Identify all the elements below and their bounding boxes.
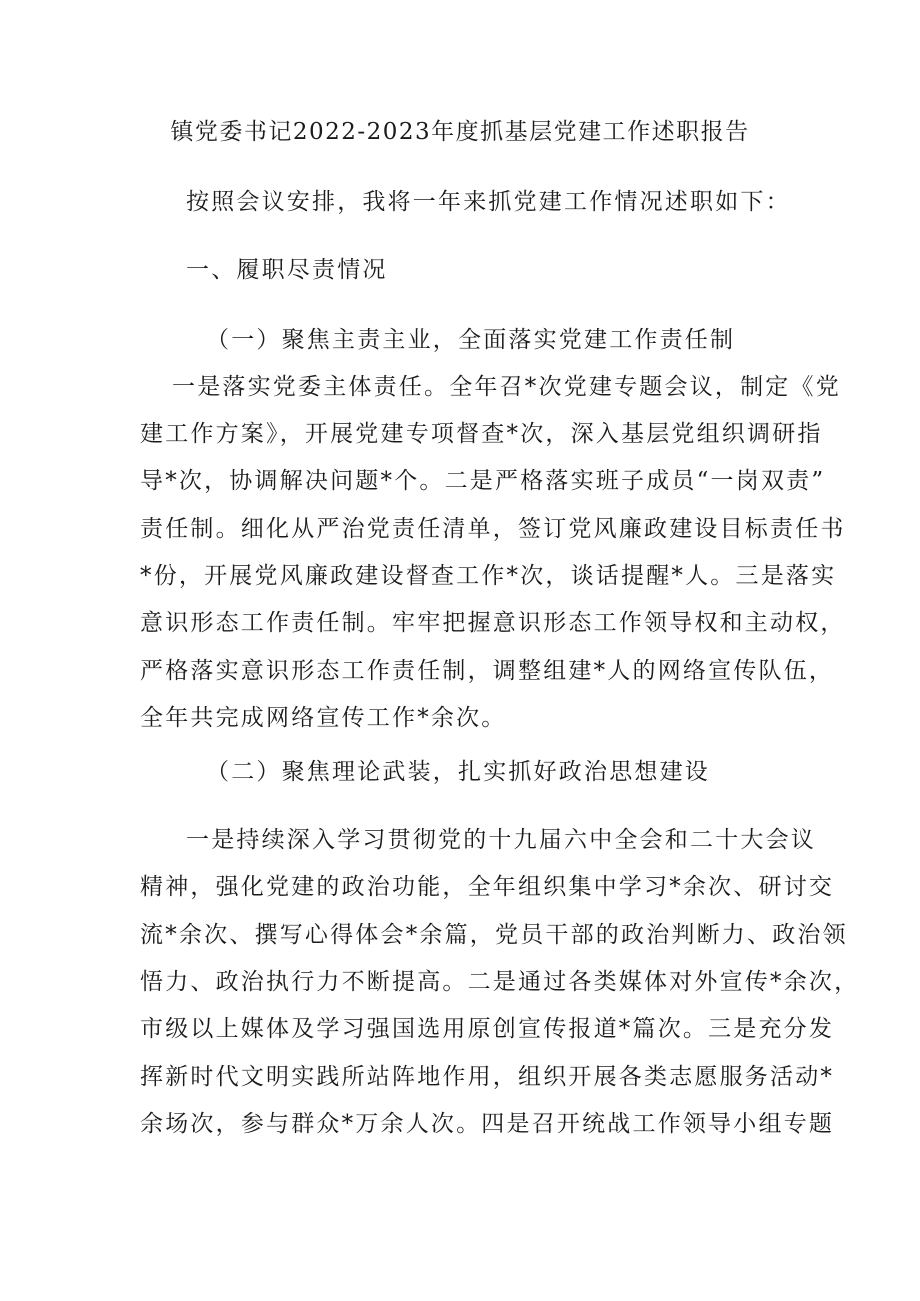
paragraph-line: 精神，强化党建的政治功能，全年组织集中学习*余次、研讨交 xyxy=(140,874,835,900)
paragraph-line: 意识形态工作责任制。牢牢把握意识形态工作领导权和主动权， xyxy=(140,610,846,636)
document-title: 镇党委书记2022-2023年度抓基层党建工作述职报告 xyxy=(170,119,750,145)
paragraph-line: 一是落实党委主体责任。全年召*次党建专题会议，制定《党 xyxy=(172,374,841,400)
paragraph-line: 流*余次、撰写心得体会*余篇，党员干部的政治判断力、政治领 xyxy=(140,922,848,948)
subsection-heading: （二）聚焦理论武装，扎实抓好政治思想建设 xyxy=(206,759,710,785)
paragraph-line: 悟力、政治执行力不断提高。二是通过各类媒体对外宣传*余次， xyxy=(140,969,860,995)
paragraph-line: 一是持续深入学习贯彻党的十九届六中全会和二十大会议 xyxy=(186,827,816,853)
paragraph-line: 严格落实意识形态工作责任制，调整组建*人的网络宣传队伍， xyxy=(140,658,835,684)
section-heading: 一、履职尽责情况 xyxy=(186,257,388,283)
paragraph-line: 全年共完成网络宣传工作*余次。 xyxy=(140,705,507,731)
paragraph-line: 市级以上媒体及学习强国选用原创宣传报道*篇次。三是充分发 xyxy=(140,1016,835,1042)
paragraph-line: 导*次，协调解决问题*个。二是严格落实班子成员“一岗双责” xyxy=(140,468,826,494)
paragraph-line: 挥新时代文明实践所站阵地作用，组织开展各类志愿服务活动* xyxy=(140,1064,835,1090)
paragraph-line: 余场次，参与群众*万余人次。四是召开统战工作领导小组专题 xyxy=(140,1111,835,1137)
subsection-heading: （一）聚焦主责主业，全面落实党建工作责任制 xyxy=(206,327,736,353)
paragraph-line: *份，开展党风廉政建设督查工作*次，谈话提醒*人。三是落实 xyxy=(140,563,837,589)
paragraph-line: 建工作方案》，开展党建专项督查*次，深入基层党组织调研指 xyxy=(140,421,823,447)
paragraph-line: 责任制。细化从严治党责任清单，签订党风廉政建设目标责任书 xyxy=(140,516,846,542)
intro-paragraph: 按照会议安排，我将一年来抓党建工作情况述职如下： xyxy=(186,189,791,215)
